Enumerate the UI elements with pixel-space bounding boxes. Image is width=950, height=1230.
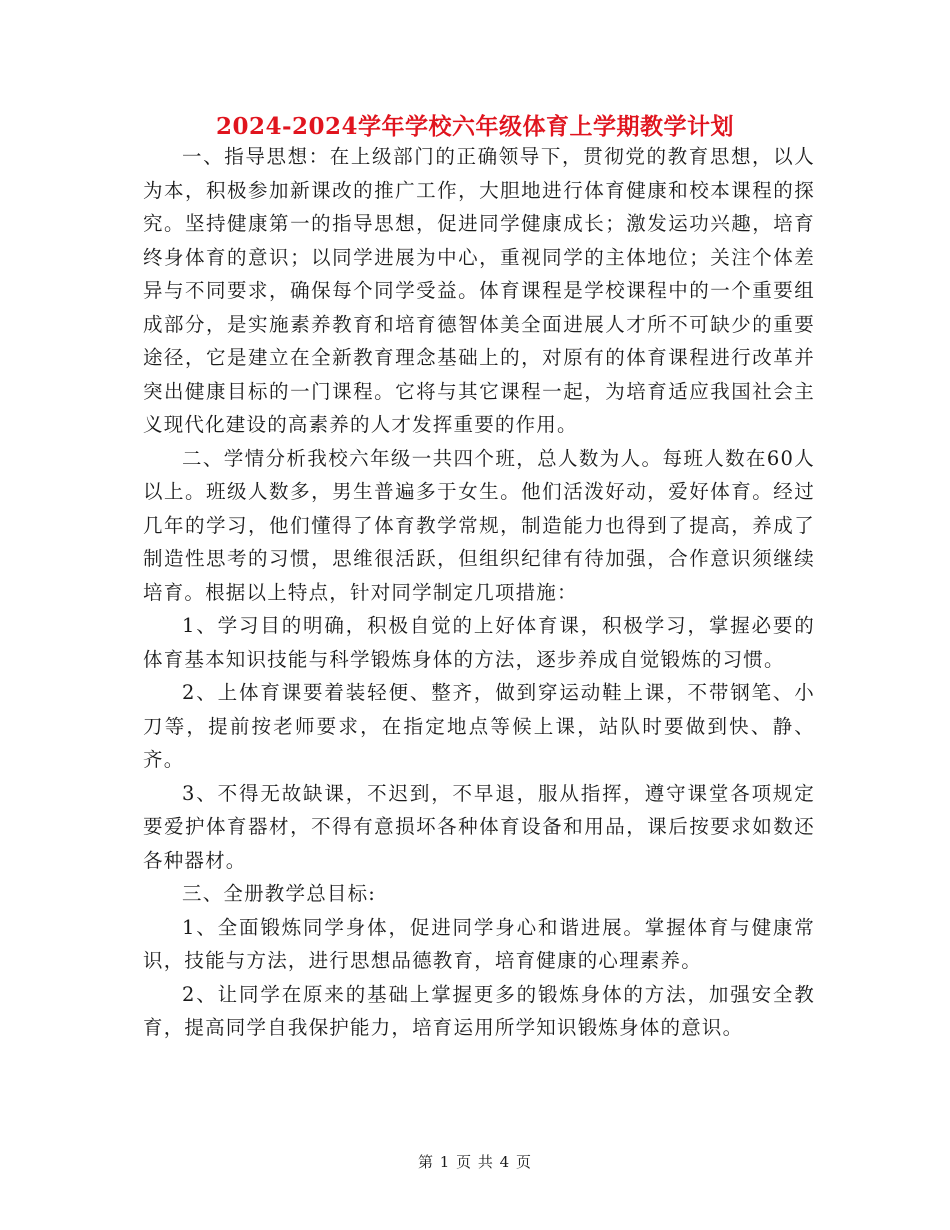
section-heading-goals: 三、全册教学总目标:: [182, 882, 377, 905]
paragraph-measure-3: 3、不得无故缺课，不迟到，不早退，服从指挥，遵守课堂各项规定要爱护体育器材，不得有意损坏各种体育设备和用品，课后按要求如数还各种器材。: [143, 781, 815, 872]
paragraph-measure-1: 1、学习目的明确，积极自觉的上好体育课，积极学习，掌握必要的体育基本知识技能与科学锻炼身体的方法，逐步养成自觉锻炼的习惯。: [143, 614, 815, 671]
document-body: [143, 140, 815, 1045]
paragraph-goal-2: 2、让同学在原来的基础上掌握更多的锻炼身体的方法，加强安全教育，提高同学自我保护能力，培育运用所学知识锻炼身体的意识。: [143, 982, 815, 1039]
paragraph-student-analysis: 二、学情分析我校六年级一共四个班，总人数为人。每班人数在60人以上。班级人数多，男生普遍多于女生。他们活泼好动，爱好体育。经过几年的学习，他们懂得了体育教学常规，制造能力也得到了提高，养成了制造性思考的习惯，思维很活跃，但组织纪律有待加强，合作意识须继续培育。根据以上特点，针对同学制定几项措施：: [143, 446, 815, 604]
document-title: 2024-2024学年学校六年级体育上学期教学计划: [215, 113, 735, 140]
paragraph-measure-2: 2、上体育课要着装轻便、整齐，做到穿运动鞋上课，不带钢笔、小刀等，提前按老师要求，在指定地点等候上课，站队时要做到快、静、齐。: [143, 681, 815, 771]
paragraph-goal-1: 1、全面锻炼同学身体，促进同学身心和谐进展。掌握体育与健康常识，技能与方法，进行思想品德教育，培育健康的心理素养。: [143, 915, 815, 972]
page-number-footer: 第 1 页 共 4 页: [418, 1153, 532, 1171]
paragraph-guiding-ideology: 一、指导思想：在上级部门的正确领导下，贯彻党的教育思想，以人为本，积极参加新课改的推广工作，大胆地进行体育健康和校本课程的探究。坚持健康第一的指导思想，促进同学健康成长；激发运功兴趣，培育终身体育的意识；以同学进展为中心，重视同学的主体地位；关注个体差异与不同要求，确保每个同学受益。体育课程是学校课程中的一个重要组成部分，是实施素养教育和培育德智体美全面进展人才所不可缺少的重要途径，它是建立在全新教育理念基础上的，对原有的体育课程进行改革并突出健康目标的一门课程。它将与其它课程一起，为培育适应我国社会主义现代化建设的高素养的人才发挥重要的作用。: [143, 145, 815, 436]
